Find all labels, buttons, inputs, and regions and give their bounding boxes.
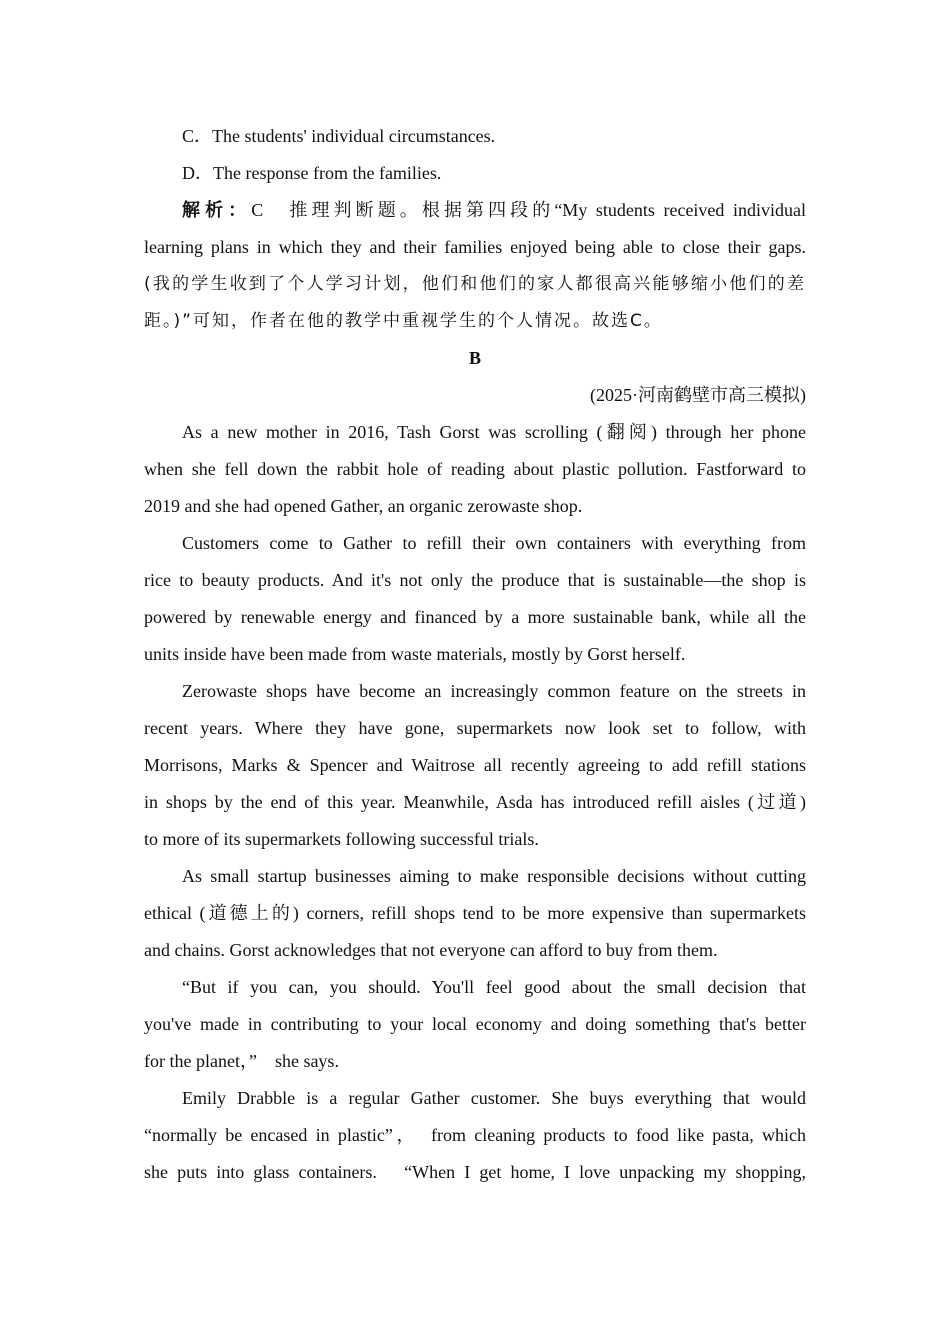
paragraph-1	[144, 414, 806, 525]
paragraph-6	[144, 1080, 806, 1191]
analysis-line-2: learning plans in which they and their families enjoyed being able to close their gaps.	[144, 237, 806, 257]
paragraph-line: “normally be encased in plastic”， from cleaning products to food like pasta, which	[144, 1125, 806, 1145]
answer-option-d: D．The response from the families.	[182, 163, 442, 183]
analysis-line-1: 解析：C 推理判断题。根据第四段的“My students received individual	[182, 200, 806, 220]
paragraph-line: units inside have been made from waste materials, mostly by Gorst herself.	[144, 644, 686, 664]
paragraph-line: she puts into glass containers. “When I get home, I love unpacking my shopping,	[144, 1162, 806, 1182]
paragraph-line: and chains. Gorst acknowledges that not everyone can afford to buy from them.	[144, 940, 718, 960]
analysis-block	[144, 192, 806, 340]
paragraph-line: Customers come to Gather to refill their own containers with everything from	[182, 533, 806, 553]
analysis-label: 解析：	[182, 200, 252, 220]
paragraph-2	[144, 525, 806, 673]
document-body	[144, 118, 806, 1191]
paragraph-line: Zerowaste shops have become an increasingly common feature on the streets in	[182, 681, 806, 701]
paragraph-line: ethical (道德上的) corners, refill shops tend to be more expensive than supermarkets	[144, 903, 806, 923]
paragraph-line: rice to beauty products. And it's not only the produce that is sustainable—the shop is	[144, 570, 806, 590]
section-source: (2025·河南鹤壁市高三模拟)	[590, 385, 806, 405]
paragraph-line: when she fell down the rabbit hole of reading about plastic pollution. Fastforward to	[144, 459, 806, 479]
analysis-line-3: (我的学生收到了个人学习计划，他们和他们的家人都很高兴能够缩小他们的差	[144, 274, 806, 294]
paragraph-line: in shops by the end of this year. Meanwhile, Asda has introduced refill aisles (过道)	[144, 792, 806, 812]
paragraph-line: to more of its supermarkets following successful trials.	[144, 829, 539, 849]
paragraph-5	[144, 969, 806, 1080]
analysis-line-4: 距。)”可知，作者在他的教学中重视学生的个人情况。故选C。	[144, 311, 663, 331]
paragraph-line: for the planet，” she says.	[144, 1051, 339, 1071]
paragraph-line: you've made in contributing to your local economy and doing something that's better	[144, 1014, 806, 1034]
paragraph-line: “But if you can, you should. You'll feel good about the small decision that	[182, 977, 806, 997]
paragraph-3	[144, 673, 806, 858]
answer-option-c: C．The students' individual circumstances.	[182, 126, 496, 146]
section-heading: B	[468, 348, 481, 368]
paragraph-line: 2019 and she had opened Gather, an organic zerowaste shop.	[144, 496, 583, 516]
paragraph-line: As a new mother in 2016, Tash Gorst was scrolling (翻阅) through her phone	[182, 422, 806, 442]
paragraph-4	[144, 858, 806, 969]
paragraph-line: powered by renewable energy and financed by a more sustainable bank, while all the	[144, 607, 806, 627]
paragraph-line: Morrisons, Marks & Spencer and Waitrose all recently agreeing to add refill stations	[144, 755, 806, 775]
paragraph-line: Emily Drabble is a regular Gather customer. She buys everything that would	[182, 1088, 806, 1108]
paragraph-line: As small startup businesses aiming to make responsible decisions without cutting	[182, 866, 806, 886]
paragraph-line: recent years. Where they have gone, supermarkets now look set to follow, with	[144, 718, 806, 738]
